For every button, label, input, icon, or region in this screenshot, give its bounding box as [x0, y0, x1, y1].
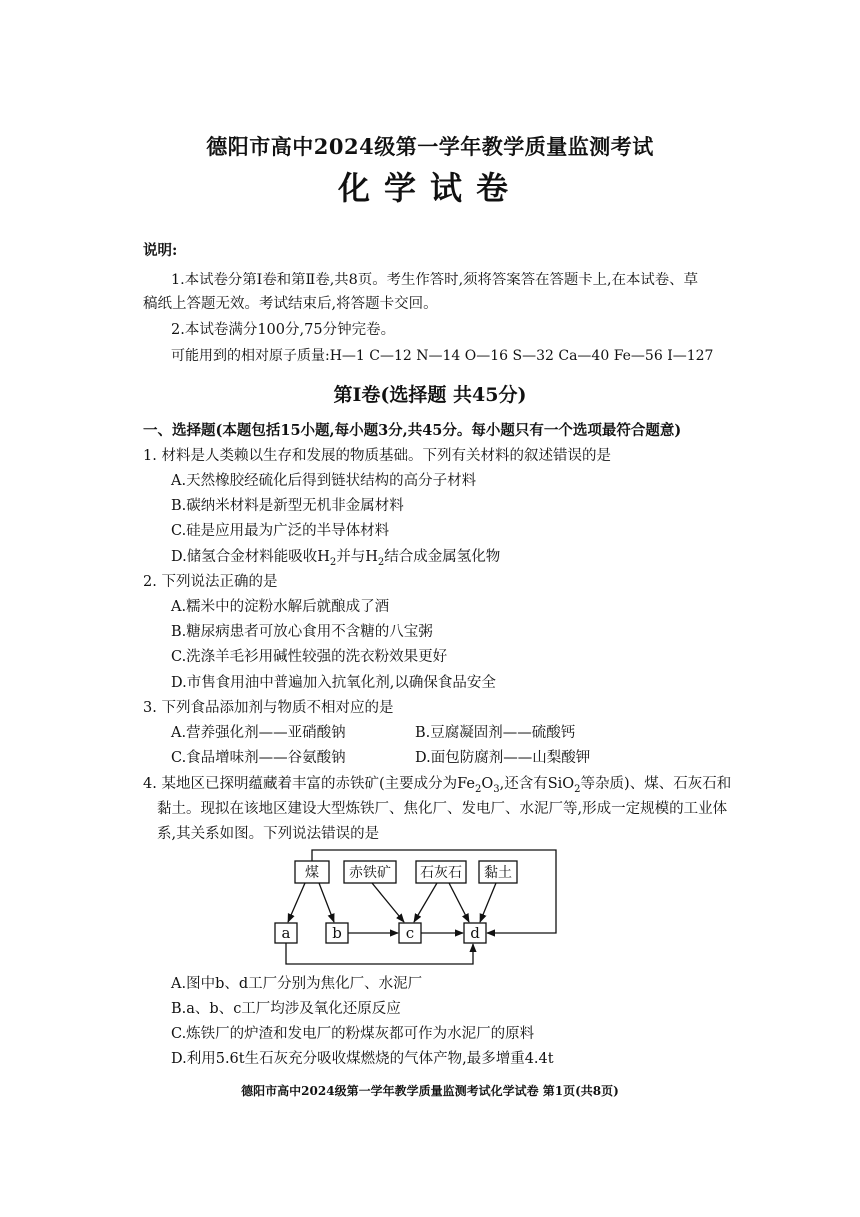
arrow-clay-d	[480, 883, 496, 922]
node-a: a	[281, 924, 291, 942]
arrow-limestone-c	[414, 883, 437, 922]
atomic-mass-line: 可能用到的相对原子质量:H—1 C—12 N—14 O—16 S—32 Ca—40 Fe—56 I—127	[171, 348, 714, 364]
node-c: c	[405, 924, 415, 942]
arrow-coal-d-loop	[312, 850, 556, 933]
instruction-line-1: 1.本试卷分第Ⅰ卷和第Ⅱ卷,共8页。考生作答时,须将答案答在答题卡上,在本试卷、草	[171, 272, 698, 288]
arrow-coal-a	[288, 883, 305, 922]
node-hematite: 赤铁矿	[349, 865, 391, 881]
q2-option-d: D.市售食用油中普遍加入抗氧化剂,以确保食品安全	[171, 675, 496, 691]
q2-stem: 2. 下列说法正确的是	[143, 574, 278, 590]
node-limestone: 石灰石	[420, 865, 462, 881]
q4-option-b: B.a、b、c工厂均涉及氧化还原反应	[171, 1001, 401, 1017]
arrow-a-d	[286, 943, 473, 964]
node-b: b	[332, 924, 342, 942]
instruction-line-3: 2.本试卷满分100分,75分钟完卷。	[171, 322, 396, 338]
q4-option-d: D.利用5.6t生石灰充分吸收煤燃烧的气体产物,最多增重4.4t	[171, 1051, 554, 1067]
q2-option-c: C.洗涤羊毛衫用碱性较强的洗衣粉效果更好	[171, 649, 448, 665]
q1-stem: 1. 材料是人类赖以生存和发展的物质基础。下列有关材料的叙述错误的是	[143, 448, 611, 464]
part-heading: 一、选择题(本题包括15小题,每小题3分,共45分。每小题只有一个选项最符合题意)	[143, 422, 682, 439]
exam-title: 德阳市高中2024级第一学年教学质量监测考试	[206, 134, 654, 159]
q3-stem: 3. 下列食品添加剂与物质不相对应的是	[143, 700, 394, 716]
instructions-heading: 说明:	[143, 242, 178, 259]
arrow-hematite-c	[372, 883, 404, 922]
q1-option-c: C.硅是应用最为广泛的半导体材料	[171, 523, 390, 539]
node-d: d	[470, 924, 480, 942]
q4-option-a: A.图中b、d工厂分别为焦化厂、水泥厂	[171, 976, 423, 992]
q4-option-c: C.炼铁厂的炉渣和发电厂的粉煤灰都可作为水泥厂的原料	[171, 1026, 535, 1042]
node-clay: 黏土	[484, 865, 512, 881]
q3-option-b: B.豆腐凝固剂——硫酸钙	[415, 725, 576, 741]
q3-option-a: A.营养强化剂——亚硝酸钠	[171, 725, 346, 741]
q4-stem-line-3: 系,其关系如图。下列说法错误的是	[157, 826, 380, 842]
q1-option-a: A.天然橡胶经硫化后得到链状结构的高分子材料	[171, 473, 477, 489]
q4-stem-line-1: 4. 某地区已探明蕴藏着丰富的赤铁矿(主要成分为$Fe_2O_3$,还含有SiO$_2$等杂质)、煤、石灰石和	[143, 776, 732, 795]
node-coal: 煤	[305, 865, 319, 881]
section-title: 第Ⅰ卷(选择题 共45分)	[333, 384, 527, 406]
q3-option-d: D.面包防腐剂——山梨酸钾	[415, 750, 591, 766]
arrow-coal-b	[319, 883, 334, 922]
q1-option-d: D.储氢合金材料能吸收$H_2$并与$H_2$结合成金属氢化物	[171, 549, 501, 568]
q2-option-a: A.糯米中的淀粉水解后就酿成了酒	[171, 599, 390, 615]
instruction-line-2: 稿纸上答题无效。考试结束后,将答题卡交回。	[143, 296, 438, 312]
arrow-limestone-d	[449, 883, 469, 922]
subject-title: 化学试卷	[337, 169, 522, 207]
q2-option-b: B.糖尿病患者可放心食用不含糖的八宝粥	[171, 624, 433, 640]
q4-stem-line-2: 黏土。现拟在该地区建设大型炼铁厂、焦化厂、发电厂、水泥厂等,形成一定规模的工业体	[157, 801, 728, 817]
page-footer: 德阳市高中2024级第一学年教学质量监测考试化学试卷 第1页(共8页)	[241, 1084, 619, 1098]
q3-option-c: C.食品增味剂——谷氨酸钠	[171, 750, 346, 766]
q1-option-b: B.碳纳米材料是新型无机非金属材料	[171, 498, 404, 514]
